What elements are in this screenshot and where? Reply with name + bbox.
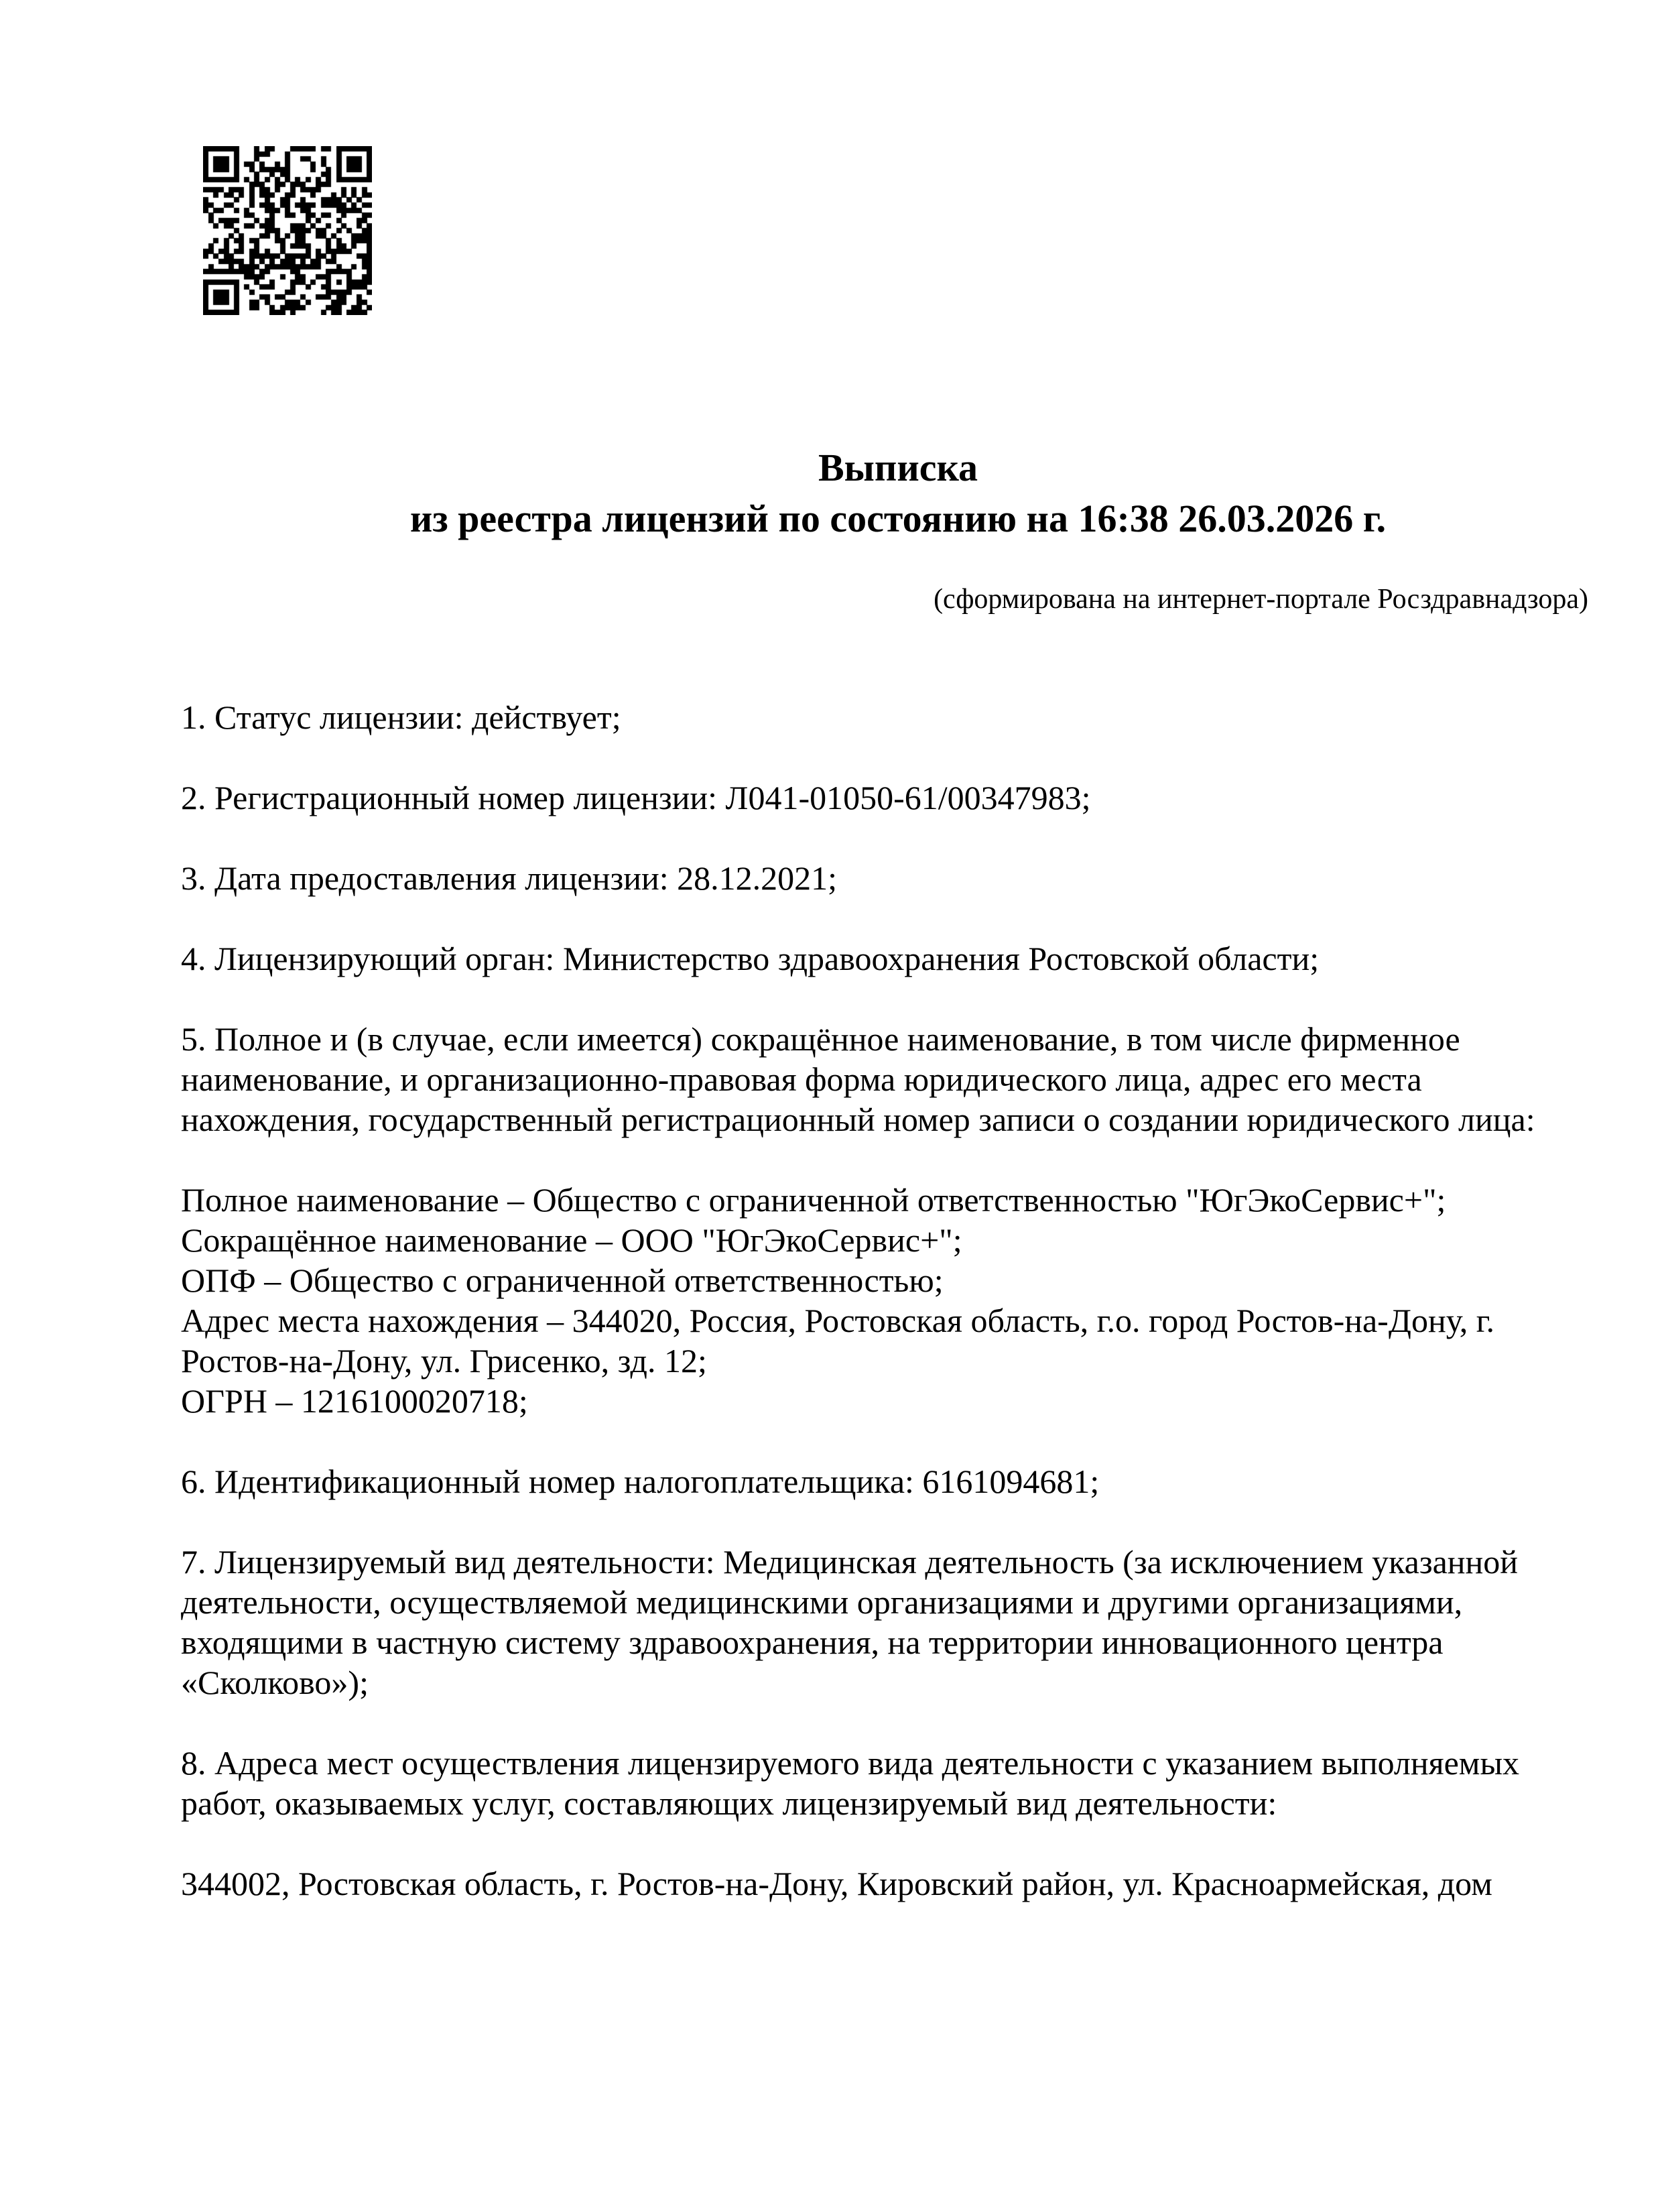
paragraph-legal-entity-details: Полное наименование – Общество с ограниченной ответственностью "ЮгЭкоСервис+"; Сокращённое наименование – ООО "ЮгЭкоСервис+"; ОПФ – Общество с ограниченной ответственностью; Адрес места нахождения – 344020, Россия, Ростовская область, г.о. город Ростов-на-Дону, г. Ростов-на-Дону, ул. Грисенко, зд. 12; ОГРН – 1216100020718; [181,1181,1495,1420]
paragraph-addresses-heading: 8. Адреса мест осуществления лицензируемого вида деятельности с указанием выполняемых работ, оказываемых услуг, составляющих лицензируемый вид деятельности: [181,1744,1520,1822]
document-title [181,442,1615,544]
paragraph-taxpayer-number: 6. Идентификационный номер налогоплательщика: 6161094681; [181,1463,1100,1500]
title-line-2: из реестра лицензий по состоянию на 16:38 26.03.2026 г. [409,497,1387,540]
document-body [181,697,1535,1944]
formation-note: (сформирована на интернет-портале Росздравнадзора) [934,584,1588,615]
paragraph-licensed-activity: 7. Лицензируемый вид деятельности: Медицинская деятельность (за исключением указанной деятельности, осуществляемой медицинскими организациями и другими организациями, входящими в частную систему здравоохранения, на территории инновационного центра «Сколково»); [181,1543,1519,1701]
paragraph-registration-number: 2. Регистрационный номер лицензии: Л041-01050-61/00347983; [181,779,1091,816]
paragraph-licensing-authority: 4. Лицензирующий орган: Министерство здравоохранения Ростовской области; [181,940,1320,977]
paragraph-activity-address: 344002, Ростовская область, г. Ростов-на-Дону, Кировский район, ул. Красноармейская, дом [181,1865,1492,1902]
qr-code [203,146,372,315]
paragraph-grant-date: 3. Дата предоставления лицензии: 28.12.2021; [181,859,838,897]
paragraph-license-status: 1. Статус лицензии: действует; [181,698,621,736]
paragraph-legal-entity-heading: 5. Полное и (в случае, если имеется) сокращённое наименование, в том числе фирменное наименование, и организационно-правовая форма юридического лица, адрес его места нахождения, государственный регистрационный номер записи о создании юридического лица: [181,1020,1535,1138]
title-line-1: Выписка [818,446,978,489]
